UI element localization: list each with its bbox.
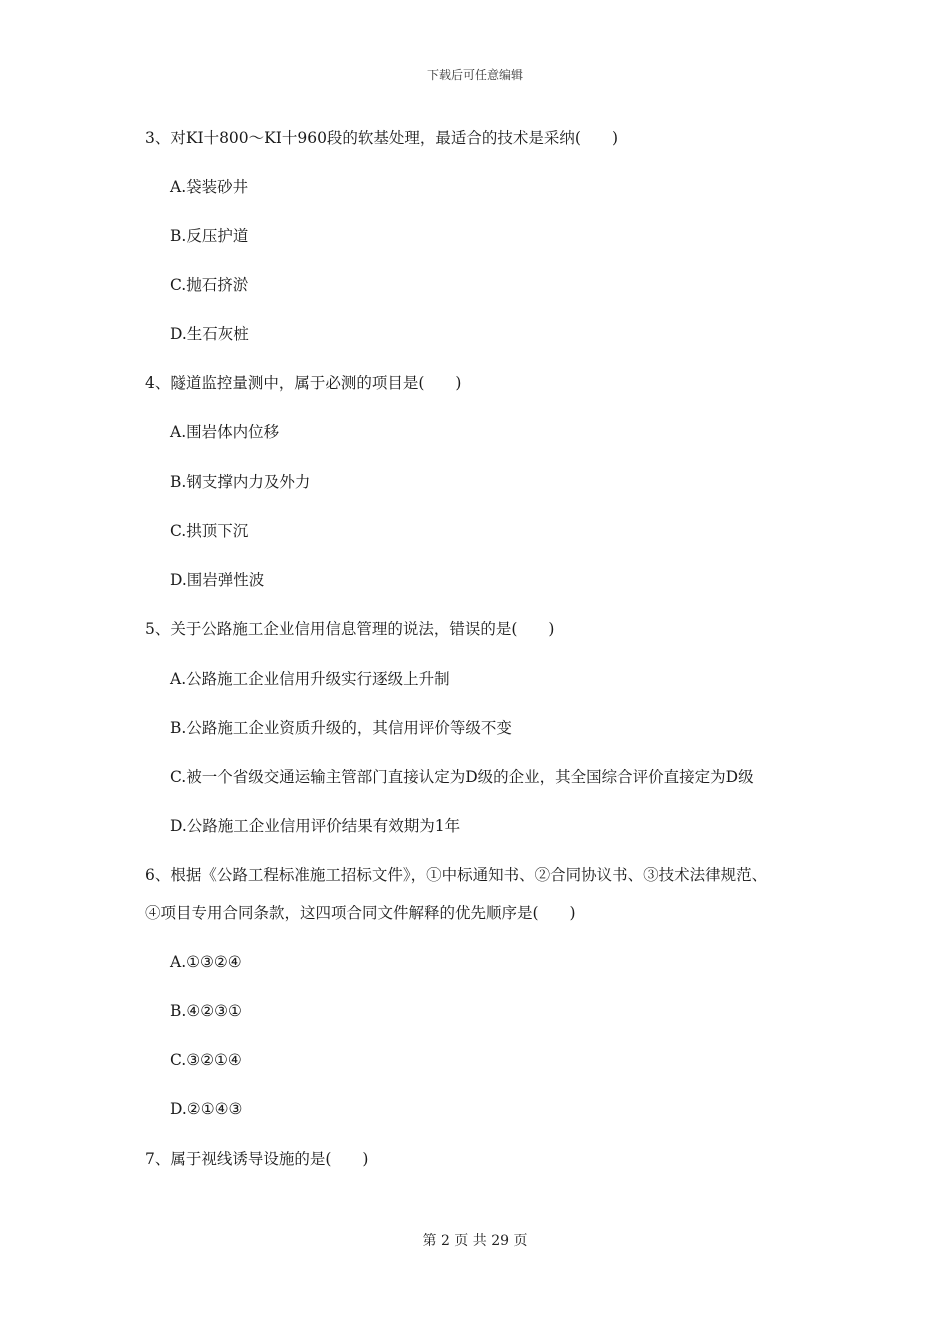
question-5-option-d: D.公路施工企业信用评价结果有效期为1年 [170,817,461,835]
page-footer: 第 2 页 共 29 页 [422,1233,528,1249]
question-6-option-d: D.②①④③ [170,1100,243,1118]
question-3-option-b: B.反压护道 [170,227,249,245]
question-5-option-b: B.公路施工企业资质升级的，其信用评价等级不变 [170,719,512,737]
question-3-option-a: A.袋装砂井 [170,178,249,196]
page-header: 下载后可任意编辑 [426,68,523,82]
question-6-option-b: B.④②③① [170,1002,242,1020]
question-3-option-c: C.抛石挤淤 [170,276,249,294]
question-4-option-c: C.拱顶下沉 [170,522,249,540]
question-6-option-a: A.①③②④ [170,953,242,971]
question-3-stem: 3、对KI十800～KI十960段的软基处理，最适合的技术是采纳( ) [145,129,619,147]
question-6-stem: 6、根据《公路工程标准施工招标文件》，①中标通知书、②合同协议书、③技术法律规范、 [145,866,768,884]
question-4-option-b: B.钢支撑内力及外力 [170,473,311,491]
question-4-option-d: D.围岩弹性波 [170,571,265,589]
question-6-option-c: C.③②①④ [170,1051,242,1069]
question-7-stem: 7、属于视线诱导设施的是( ) [145,1150,369,1168]
question-5-option-c: C.被一个省级交通运输主管部门直接认定为D级的企业，其全国综合评价直接定为D级 [170,768,754,786]
question-5-option-a: A.公路施工企业信用升级实行逐级上升制 [170,670,450,688]
question-3-option-d: D.生石灰桩 [170,325,249,343]
question-4-stem: 4、隧道监控量测中，属于必测的项目是( ) [145,374,462,392]
question-4-option-a: A.围岩体内位移 [170,423,280,441]
question-6-stem-continued: ④项目专用合同条款，这四项合同文件解释的优先顺序是( ) [145,904,576,922]
question-5-stem: 5、关于公路施工企业信用信息管理的说法，错误的是( ) [145,620,555,638]
